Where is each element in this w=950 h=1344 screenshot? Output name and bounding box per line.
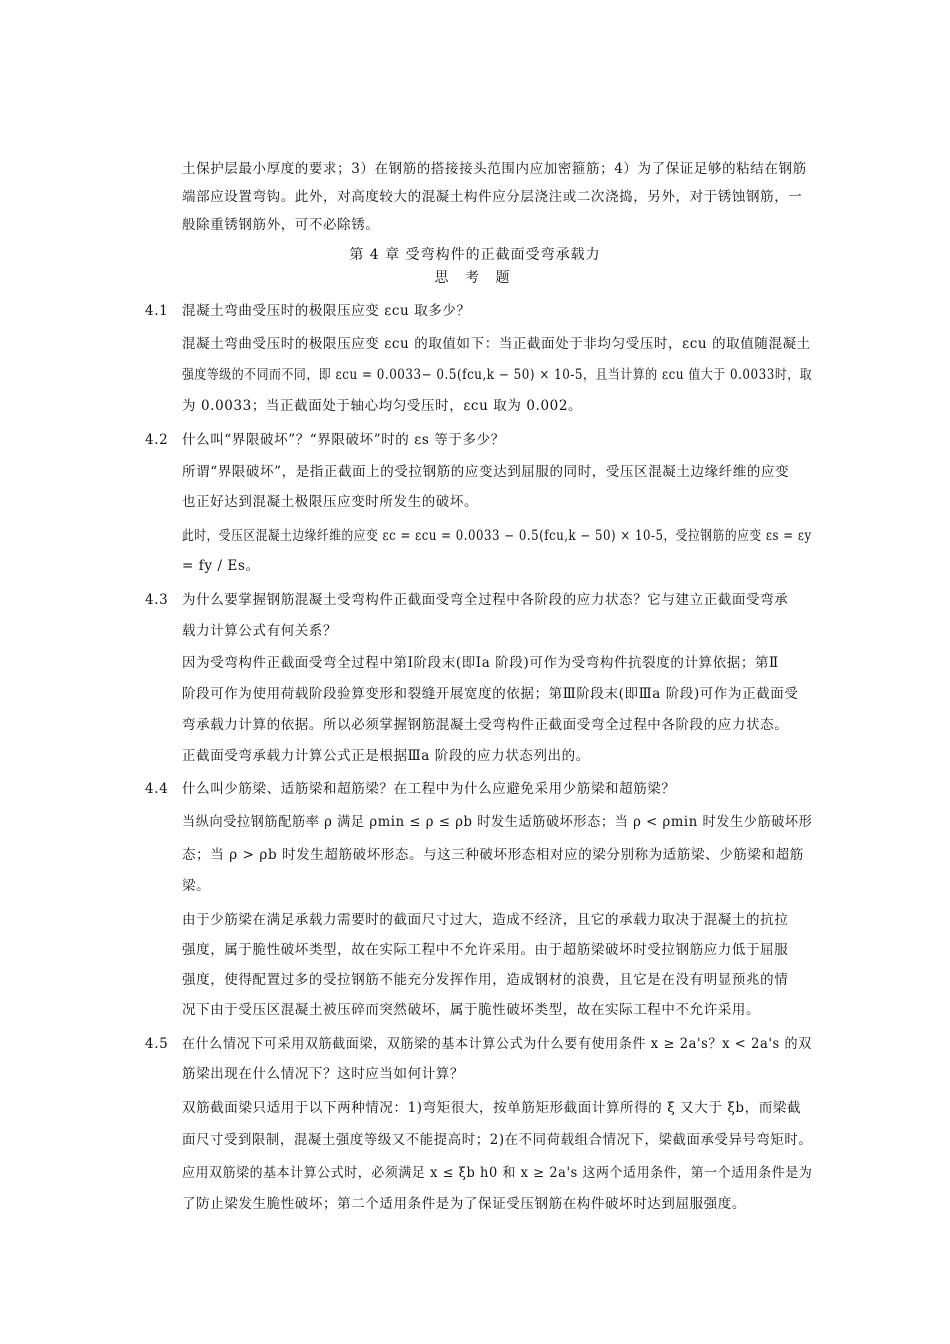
answer-4-4-para2-line-3: 强度，使得配置过多的受拉钢筋不能充分发挥作用，造成钢材的浪费，且它是在没有明显预兆的情	[182, 972, 789, 988]
answer-4-4-line-2: 态；当 ρ > ρb 时发生超筋破坏形态。与这三种破坏形态相对应的梁分别称为适筋梁、少筋梁和超筋	[182, 847, 804, 863]
question-4-5-line-2: 筋梁出现在什么情况下？这时应当如何计算？	[182, 1066, 464, 1082]
answer-4-5-line-3: 应用双筋梁的基本计算公式时，必须满足 x ≤ ξb h0 和 x ≥ 2a's 这两个适用条件，第一个适用条件是为	[182, 1165, 813, 1181]
question-number-4-4: 4.4	[145, 781, 169, 797]
answer-4-1-line-3: 为 0.0033；当正截面处于轴心均匀受压时，εcu 取为 0.002。	[182, 398, 583, 414]
answer-4-5-line-4: 了防止梁发生脆性破坏；第二个适用条件是为了保证受压钢筋在构件破坏时达到屈服强度。	[182, 1196, 746, 1212]
answer-4-2-line-2: 也正好达到混凝土极限压应变时所发生的破坏。	[182, 494, 479, 510]
answer-4-4-para2-line-4: 况下由于受压区混凝土被压碎而突然破坏，属于脆性破坏类型，故在实际工程中不允许采用。	[182, 1002, 761, 1018]
question-4-3-line-1: 为什么要掌握钢筋混凝土受弯构件正截面受弯全过程中各阶段的应力状态？它与建立正截面受弯承	[182, 592, 789, 608]
intro-line-2: 端部应设置弯钩。此外，对高度较大的混凝土构件应分层浇注或二次浇捣，另外，对于锈蚀钢筋，一	[182, 189, 803, 205]
question-4-2: 什么叫“界限破坏”？“界限破坏”时的 εs 等于多少？	[182, 432, 505, 448]
answer-4-5-line-2: 面尺寸受到限制，混凝土强度等级又不能提高时；2)在不同荷载组合情况下，梁截面承受异号弯矩时。	[182, 1132, 813, 1148]
answer-4-3-line-2: 阶段可作为使用荷载阶段验算变形和裂缝开展宽度的依据；第Ⅲ阶段末(即Ⅲa 阶段)可作为正截面受	[182, 686, 799, 702]
answer-4-2-line-4: = fy / Es。	[182, 558, 260, 574]
answer-4-1-line-2: 强度等级的不同而不同，即 εcu = 0.0033− 0.5(fcu,k − 50) × 10-5，且当计算的 εcu 值大于 0.0033时，取	[182, 367, 813, 383]
answer-4-2-line-3: 此时，受压区混凝土边缘纤维的应变 εc = εcu = 0.0033 − 0.5(fcu,k − 50) × 10-5，受拉钢筋的应变 εs = εy	[182, 528, 812, 544]
question-number-4-5: 4.5	[145, 1036, 169, 1052]
question-4-3-line-2: 载力计算公式有何关系？	[182, 623, 338, 639]
answer-4-4-para2-line-2: 强度，属于脆性破坏类型，故在实际工程中不允许采用。由于超筋梁破坏时受拉钢筋应力低于屈服	[182, 942, 789, 958]
question-4-5-line-1: 在什么情况下可采用双筋截面梁，双筋梁的基本计算公式为什么要有使用条件 x ≥ 2a's？x < 2a's 的双	[182, 1036, 812, 1052]
answer-4-4-para2-line-1: 由于少筋梁在满足承载力需要时的截面尺寸过大，造成不经济，且它的承载力取决于混凝土的抗拉	[182, 912, 789, 928]
answer-4-3-line-4: 正截面受弯承载力计算公式正是根据Ⅲa 阶段的应力状态列出的。	[182, 748, 590, 764]
question-number-4-2: 4.2	[145, 432, 169, 448]
question-4-1: 混凝土弯曲受压时的极限压应变 εcu 取多少？	[182, 303, 471, 319]
question-number-4-3: 4.3	[145, 592, 169, 608]
answer-4-4-line-3: 梁。	[182, 878, 211, 894]
intro-line-1: 土保护层最小厚度的要求；3）在钢筋的搭接接头范围内应加密箍筋；4）为了保证足够的粘结在钢筋	[182, 161, 807, 177]
answer-4-1-line-1: 混凝土弯曲受压时的极限压应变 εcu 的取值如下：当正截面处于非均匀受压时，εcu 的取值随混凝土	[182, 336, 811, 352]
answer-4-5-line-1: 双筋截面梁只适用于以下两种情况：1)弯矩很大，按单筋矩形截面计算所得的 ξ 又大于 ξb，而梁截	[182, 1100, 802, 1116]
question-4-4: 什么叫少筋梁、适筋梁和超筋梁？在工程中为什么应避免采用少筋梁和超筋梁？	[182, 781, 676, 797]
answer-4-3-line-1: 因为受弯构件正截面受弯全过程中第Ⅰ阶段末(即Ⅰa 阶段)可作为受弯构件抗裂度的计算依据；第Ⅱ	[182, 655, 779, 671]
section-title: 思 考 题	[434, 270, 516, 286]
chapter-title: 第 4 章 受弯构件的正截面受弯承载力	[349, 247, 601, 263]
answer-4-2-line-1: 所谓“界限破坏”，是指正截面上的受拉钢筋的应变达到屈服的同时，受压区混凝土边缘纤维的应变	[182, 464, 790, 480]
answer-4-4-line-1: 当纵向受拉钢筋配筋率 ρ 满足 ρmin ≤ ρ ≤ ρb 时发生适筋破坏形态；当 ρ < ρmin 时发生少筋破坏形	[182, 814, 813, 830]
intro-line-3: 般除重锈钢筋外，可不必除锈。	[182, 217, 380, 233]
answer-4-3-line-3: 弯承载力计算的依据。所以必须掌握钢筋混凝土受弯构件正截面受弯全过程中各阶段的应力状态。	[182, 717, 789, 733]
question-number-4-1: 4.1	[145, 303, 169, 319]
